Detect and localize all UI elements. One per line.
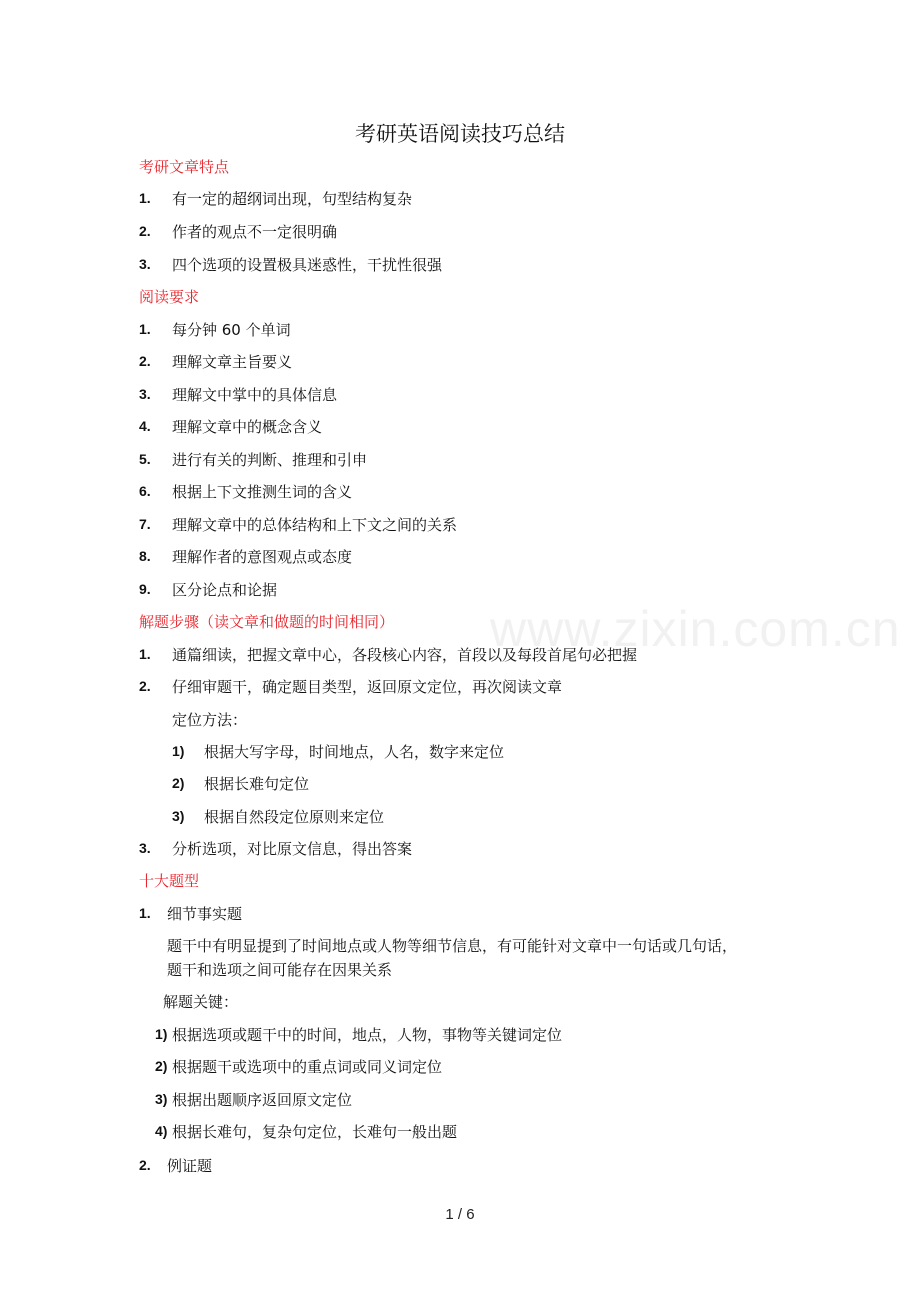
list-number: 2.	[139, 353, 151, 369]
list-text: 仔细审题干，确定题目类型，返回原文定位，再次阅读文章	[172, 678, 563, 696]
key-text: 根据出题顺序返回原文定位	[172, 1091, 353, 1109]
list-number: 2.	[139, 1157, 151, 1173]
sub-list-number: 3)	[172, 808, 185, 824]
key-number: 3)	[155, 1091, 168, 1107]
list-number: 6.	[139, 483, 151, 499]
list-number: 8.	[139, 548, 151, 564]
list-text: 理解文章主旨要义	[172, 353, 293, 371]
list-number: 1.	[139, 646, 151, 662]
sub-list-text: 根据大写字母，时间地点，人名，数字来定位	[204, 743, 505, 761]
list-number: 2.	[139, 678, 151, 694]
page-number: 1 / 6	[445, 1206, 475, 1223]
list-text: 分析选项，对比原文信息，得出答案	[172, 840, 413, 858]
list-number: 7.	[139, 516, 151, 532]
key-text: 根据题干或选项中的重点词或同义词定位	[172, 1058, 443, 1076]
list-text: 通篇细读，把握文章中心，各段核心内容，首段以及每段首尾句必把握	[172, 646, 638, 664]
list-text: 理解文中掌中的具体信息	[172, 386, 338, 404]
key-number: 4)	[155, 1123, 168, 1139]
list-text: 区分论点和论据	[172, 581, 278, 599]
list-number: 1.	[139, 321, 151, 337]
section-heading-question-types: 十大题型	[139, 872, 200, 890]
key-text: 根据选项或题干中的时间，地点，人物，事物等关键词定位	[172, 1026, 563, 1044]
list-number: 4.	[139, 418, 151, 434]
list-number: 3.	[139, 256, 151, 272]
list-text: 作者的观点不一定很明确	[172, 223, 338, 241]
list-number: 3.	[139, 386, 151, 402]
section-heading-steps: 解题步骤（读文章和做题的时间相同）	[139, 613, 395, 631]
list-text: 细节事实题	[167, 905, 243, 923]
list-number: 1.	[139, 905, 151, 921]
key-number: 1)	[155, 1026, 168, 1042]
list-text: 例证题	[167, 1157, 213, 1175]
description-line: 题干和选项之间可能存在因果关系	[167, 961, 393, 979]
list-text: 根据上下文推测生词的含义	[172, 483, 353, 501]
list-text: 四个选项的设置极具迷惑性，干扰性很强	[172, 256, 443, 274]
list-number: 2.	[139, 223, 151, 239]
sub-list-number: 1)	[172, 743, 185, 759]
section-heading-requirements: 阅读要求	[139, 288, 200, 306]
sub-list-number: 2)	[172, 775, 185, 791]
watermark: www.zixin.com.cn	[490, 601, 901, 657]
list-text: 进行有关的判断、推理和引申	[172, 451, 368, 469]
section-heading-features: 考研文章特点	[139, 158, 230, 176]
description-line: 题干中有明显提到了时间地点或人物等细节信息，有可能针对文章中一句话或几句话，	[167, 937, 738, 955]
list-number: 1.	[139, 190, 151, 206]
list-text: 理解文章中的总体结构和上下文之间的关系	[172, 516, 458, 534]
list-text: 理解文章中的概念含义	[172, 418, 323, 436]
list-number: 9.	[139, 581, 151, 597]
list-number: 3.	[139, 840, 151, 856]
document-title: 考研英语阅读技巧总结	[355, 122, 565, 146]
list-text: 每分钟 60 个单词	[172, 321, 291, 339]
key-number: 2)	[155, 1058, 168, 1074]
key-text: 根据长难句，复杂句定位，长难句一般出题	[172, 1123, 458, 1141]
sub-list-text: 根据长难句定位	[204, 775, 310, 793]
solution-key-label: 解题关键：	[163, 993, 239, 1011]
list-text: 理解作者的意图观点或态度	[172, 548, 353, 566]
list-text: 有一定的超纲词出现，句型结构复杂	[172, 190, 413, 208]
sub-list-text: 根据自然段定位原则来定位	[204, 808, 385, 826]
positioning-method-label: 定位方法：	[172, 711, 248, 729]
list-number: 5.	[139, 451, 151, 467]
